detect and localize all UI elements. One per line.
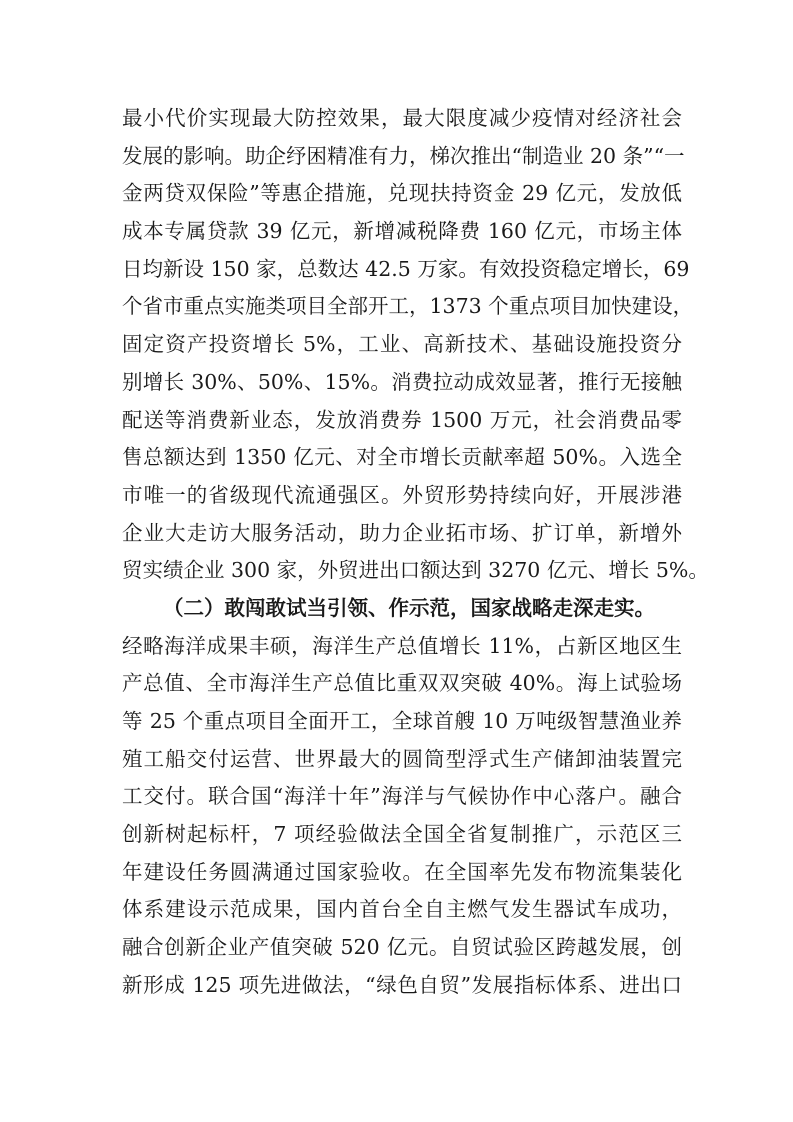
- text-line: 创新树起标杆，7 项经验做法全国全省复制推广，示范区三: [122, 822, 682, 847]
- text-line: 年建设任务圆满通过国家验收。在全国率先发布物流集装化: [122, 859, 682, 884]
- text-line: 企业大走访大服务活动，助力企业拓市场、扩订单，新增外: [122, 520, 682, 545]
- text-line: 发展的影响。助企纾困精准有力，梯次推出“制造业 20 条”“一: [122, 143, 685, 168]
- text-line: 融合创新企业产值突破 520 亿元。自贸试验区跨越发展，创: [122, 935, 682, 960]
- text-line: 固定资产投资增长 5%，工业、高新技术、基础设施投资分: [122, 332, 682, 357]
- text-line: 市唯一的省级现代流通强区。外贸形势持续向好，开展涉港: [122, 482, 682, 507]
- text-line: 等 25 个重点项目全面开工，全球首艘 10 万吨级智慧渔业养: [122, 709, 682, 733]
- text-line: 别增长 30%、50%、15%。消费拉动成效显著，推行无接触: [122, 369, 682, 394]
- text-line: 产总值、全市海洋生产总值比重双双突破 40%。海上试验场: [122, 671, 682, 696]
- text-line: 体系建设示范成果，国内首台全自主燃气发生器试车成功，: [122, 897, 682, 922]
- text-line: 成本专属贷款 39 亿元，新增减税降费 160 亿元，市场主体: [122, 219, 682, 244]
- text-line: 新形成 125 项先进做法，“绿色自贸”发展指标体系、进出口: [122, 972, 682, 997]
- text-line: 售总额达到 1350 亿元、对全市增长贡献率超 50%。入选全: [122, 445, 682, 470]
- text-line: 贸实绩企业 300 家，外贸进出口额达到 3270 亿元、增长 5%。: [122, 558, 709, 583]
- text-line: 金两贷双保险”等惠企措施，兑现扶持资金 29 亿元，发放低: [122, 181, 682, 206]
- text-line: 经略海洋成果丰硕，海洋生产总值增长 11%，占新区地区生: [122, 633, 682, 658]
- text-line: 日均新设 150 家，总数达 42.5 万家。有效投资稳定增长，69: [122, 256, 690, 281]
- body-text: [122, 100, 709, 1005]
- text-line: 个省市重点实施类项目全部开工，1373 个重点项目加快建设，: [122, 294, 694, 319]
- text-line: 工交付。联合国“海洋十年”海洋与气候协作中心落户。融合: [122, 784, 682, 809]
- text-line: 最小代价实现最大防控效果，最大限度减少疫情对经济社会: [122, 106, 682, 130]
- text-line: 配送等消费新业态，发放消费券 1500 万元，社会消费品零: [122, 407, 682, 432]
- section-heading: （二）敢闯敢试当引领、作示范，国家战略走深走实。: [163, 595, 655, 620]
- text-line: 殖工船交付运营、世界最大的圆筒型浮式生产储卸油装置完: [122, 746, 682, 771]
